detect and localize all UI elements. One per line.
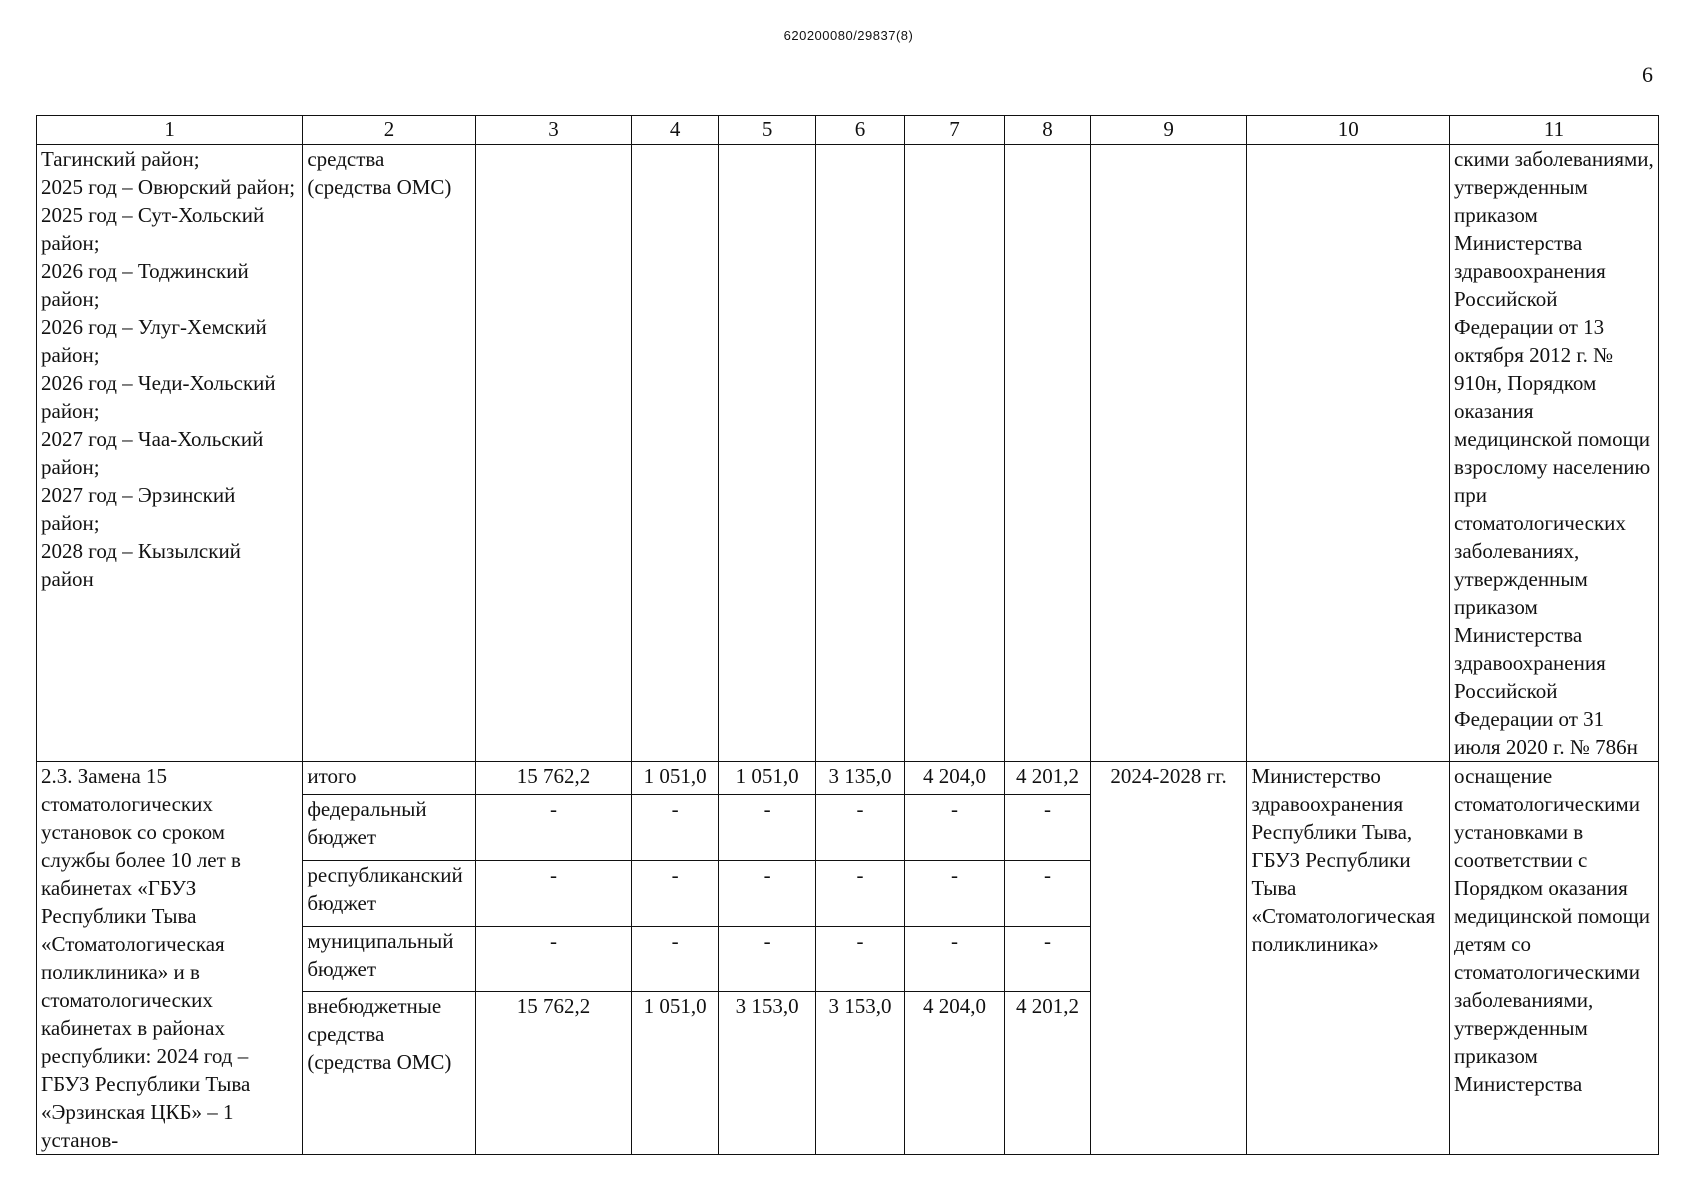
amount-2027: 4 204,0	[904, 762, 1004, 795]
column-header-6: 6	[816, 116, 905, 145]
amount-2027: -	[904, 795, 1004, 861]
amount-total: -	[475, 926, 632, 992]
amount-2027: -	[904, 926, 1004, 992]
amount-2025: -	[719, 861, 816, 927]
amount-2024: 1 051,0	[632, 762, 719, 795]
column-header-4: 4	[632, 116, 719, 145]
column-header-3: 3	[475, 116, 632, 145]
column-header-5: 5	[719, 116, 816, 145]
amount-total: -	[475, 861, 632, 927]
column-header-11: 11	[1450, 116, 1659, 145]
responsible-executors-cell: Министерство здравоохранения Республики Тыва, ГБУЗ Республики Тыва «Стоматологическая поликлиника»	[1247, 762, 1450, 1155]
amount-2024: -	[632, 861, 719, 927]
empty-cell	[1247, 145, 1450, 762]
amount-total: -	[475, 795, 632, 861]
amount-2024: 1 051,0	[632, 992, 719, 1155]
amount-2024: -	[632, 795, 719, 861]
empty-cell	[1005, 145, 1091, 762]
amount-2027: -	[904, 861, 1004, 927]
page-number: 6	[1642, 62, 1653, 87]
funding-source-label: республиканский бюджет	[303, 861, 475, 927]
amount-2026: -	[816, 795, 905, 861]
amount-2025: -	[719, 926, 816, 992]
funding-source-label: внебюджетные средства (средства ОМС)	[303, 992, 475, 1155]
funding-source-label: федеральный бюджет	[303, 795, 475, 861]
program-measures-table	[36, 115, 1659, 1155]
empty-cell	[475, 145, 632, 762]
empty-cell	[1090, 145, 1247, 762]
amount-2028: -	[1005, 861, 1091, 927]
column-header-9: 9	[1090, 116, 1247, 145]
empty-cell	[816, 145, 905, 762]
column-header-7: 7	[904, 116, 1004, 145]
amount-2028: 4 201,2	[1005, 762, 1091, 795]
amount-2027: 4 204,0	[904, 992, 1004, 1155]
amount-2025: 3 153,0	[719, 992, 816, 1155]
amount-2028: -	[1005, 926, 1091, 992]
expected-result-cell: скими заболеваниями, утвержденным приказом Министерства здравоохранения Российской Федерации от 13 октября 2012 г. № 910н, Порядком оказания медицинской помощи взрослому населению при стоматологических заболеваниях, утвержденным приказом Министерства здравоохранения Российской Федерации от 31 июля 2020 г. № 786н	[1450, 145, 1659, 762]
empty-cell	[632, 145, 719, 762]
amount-2026: 3 135,0	[816, 762, 905, 795]
amount-2025: -	[719, 795, 816, 861]
empty-cell	[719, 145, 816, 762]
amount-total: 15 762,2	[475, 992, 632, 1155]
districts-schedule-cell: Тагинский район; 2025 год – Овюрский район; 2025 год – Сут-Хольский район; 2026 год – Тоджинский район; 2026 год – Улуг-Хемский район; 2026 год – Чеди-Хольский район; 2027 год – Чаа-Хольский район; 2027 год – Эрзинский район; 2028 год – Кызылский район	[37, 145, 303, 762]
amount-2026: 3 153,0	[816, 992, 905, 1155]
amount-2028: 4 201,2	[1005, 992, 1091, 1155]
column-header-10: 10	[1247, 116, 1450, 145]
amount-2024: -	[632, 926, 719, 992]
expected-result-cell: оснащение стоматологическими установками в соответствии с Порядком оказания медицинской помощи детям со стоматологическими заболеваниями, утвержденным приказом Министерства	[1450, 762, 1659, 1155]
column-header-2: 2	[303, 116, 475, 145]
amount-2028: -	[1005, 795, 1091, 861]
document-id: 620200080/29837(8)	[783, 28, 914, 43]
amount-2026: -	[816, 926, 905, 992]
amount-total: 15 762,2	[475, 762, 632, 795]
column-number-row	[37, 116, 1659, 145]
column-header-8: 8	[1005, 116, 1091, 145]
amount-2026: -	[816, 861, 905, 927]
funding-source-label: итого	[303, 762, 475, 795]
column-header-1: 1	[37, 116, 303, 145]
funding-source-label: муниципальный бюджет	[303, 926, 475, 992]
continuation-row	[37, 145, 1659, 762]
funding-source-cell: средства (средства ОМС)	[303, 145, 475, 762]
amount-2025: 1 051,0	[719, 762, 816, 795]
empty-cell	[904, 145, 1004, 762]
implementation-period-cell: 2024-2028 гг.	[1090, 762, 1247, 1155]
measure-description-cell: 2.3. Замена 15 стоматологических установок со сроком службы более 10 лет в кабинетах «ГБУЗ Республики Тыва «Стоматологическая поликлиника» и в стоматологических кабинетах в районах республики: 2024 год – ГБУЗ Республики Тыва «Эрзинская ЦКБ» – 1 установ-	[37, 762, 303, 1155]
measure-total-row	[37, 762, 1659, 795]
